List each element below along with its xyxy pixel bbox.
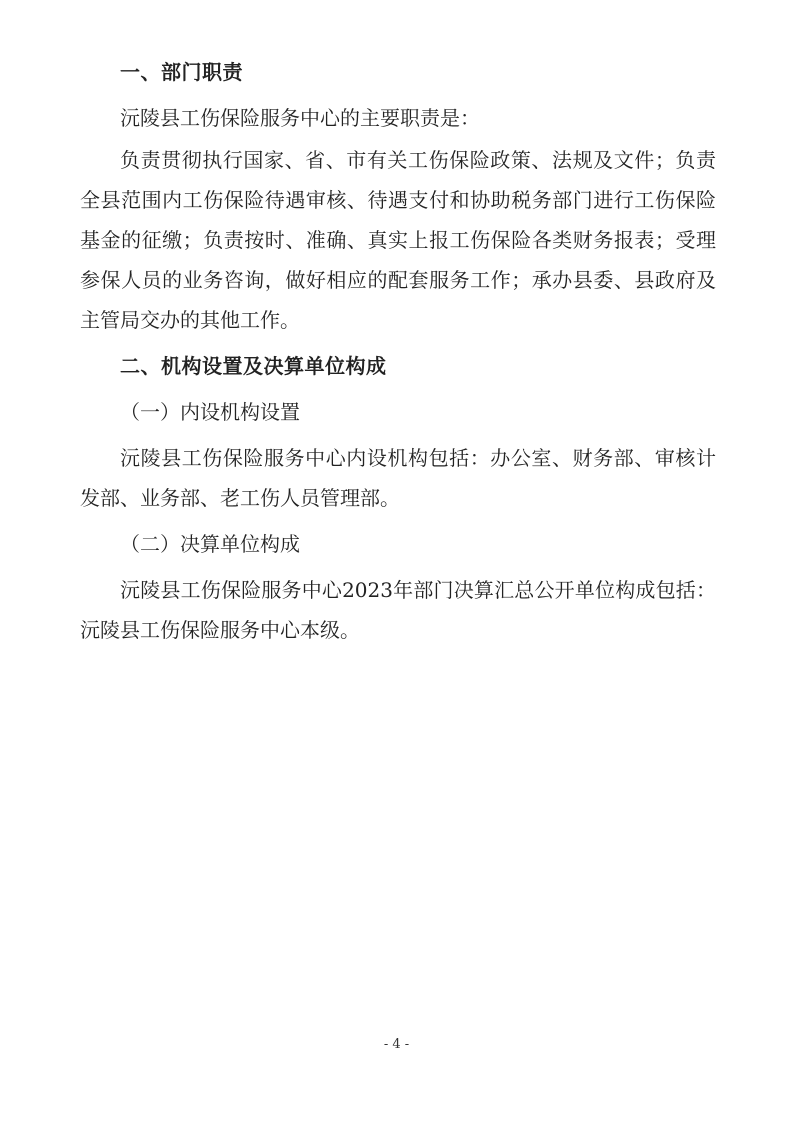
- internal-structure-paragraph: 沅陵县工伤保险服务中心内设机构包括：办公室、财务部、审核计发部、业务部、老工伤人员管理部。: [80, 446, 716, 510]
- document-body: [80, 52, 716, 656]
- subsection-title-units: （二）决算单位构成: [120, 532, 300, 556]
- subsection-title-internal: （一）内设机构设置: [120, 400, 300, 424]
- page-number: - 4 -: [383, 1037, 410, 1052]
- units-paragraph: 沅陵县工伤保险服务中心2023年部门决算汇总公开单位构成包括：沅陵县工伤保险服务中心本级。: [80, 578, 716, 642]
- duties-paragraph: 负责贯彻执行国家、省、市有关工伤保险政策、法规及文件；负责全县范围内工伤保险待遇审核、待遇支付和协助税务部门进行工伤保险基金的征缴；负责按时、准确、真实上报工伤保险各类财务报表；受理参保人员的业务咨询，做好相应的配套服务工作；承办县委、县政府及主管局交办的其他工作。: [80, 148, 716, 332]
- section-heading-duties: 一、部门职责: [120, 60, 243, 84]
- section-heading-structure: 二、机构设置及决算单位构成: [120, 354, 387, 378]
- duties-intro: 沅陵县工伤保险服务中心的主要职责是：: [120, 106, 480, 130]
